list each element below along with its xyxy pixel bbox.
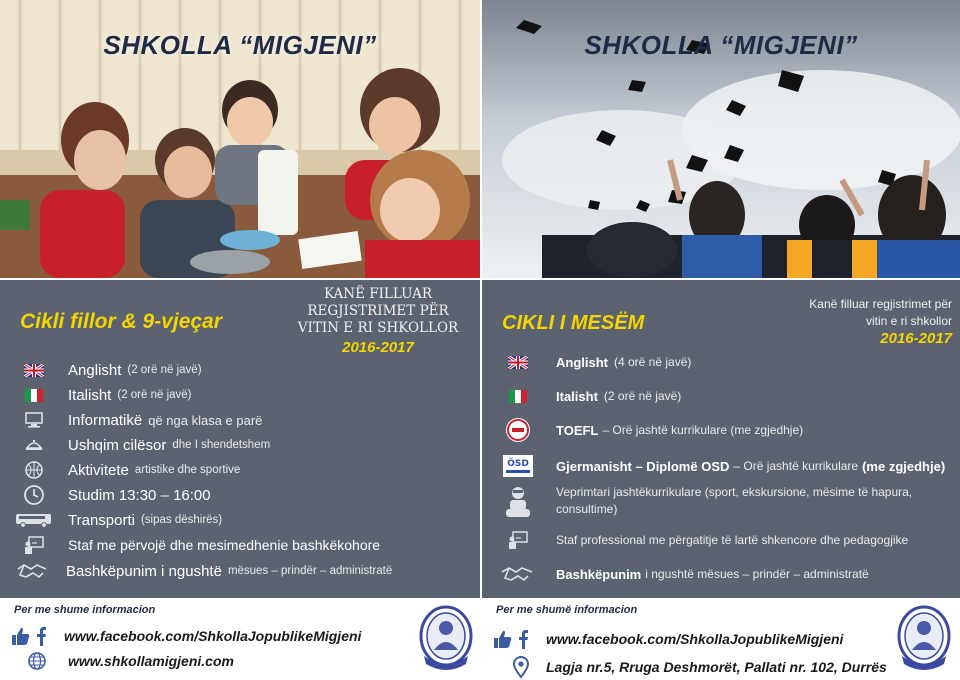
feature-detail: dhe I shendetshem	[172, 439, 271, 451]
facebook-link[interactable]: www.facebook.com/ShkollaJopublikeMigjeni	[546, 631, 844, 647]
location-pin-icon	[512, 656, 530, 678]
feature-extracurricular	[500, 484, 952, 520]
feature-transport	[14, 508, 222, 532]
clock-icon	[16, 483, 52, 507]
feature-label: Informatikë	[68, 411, 143, 429]
feature-label: Italisht	[556, 388, 598, 404]
feature-informatics	[16, 408, 262, 432]
feature-label: Bashkëpunim i ngushtë	[66, 562, 222, 580]
feature-detail: (2 orë në javë)	[127, 364, 202, 376]
feature-label: Anglisht	[68, 361, 122, 379]
school-title: SHKOLLA “MIGJENI”	[584, 30, 858, 60]
basketball-icon	[16, 458, 52, 482]
registration-notice	[772, 296, 952, 347]
handshake-icon	[498, 562, 536, 586]
feature-activities	[16, 458, 240, 482]
svg-text:ÖSD: ÖSD	[507, 459, 529, 469]
feature-label: Anglisht	[556, 354, 608, 370]
feature-german	[500, 454, 945, 478]
feature-collaboration	[16, 559, 392, 583]
feature-detail: (2 orë në javë)	[117, 389, 192, 401]
feature-label: Transporti	[68, 511, 135, 529]
food-icon	[16, 433, 52, 457]
activities-icon	[500, 484, 536, 520]
uk-flag-icon	[500, 350, 536, 374]
toefl-logo-icon	[500, 416, 536, 444]
feature-detail: (sipas dëshirës)	[140, 514, 223, 526]
feature-label: Staf me përvojë dhe mesimedhenie bashkëkohore	[68, 537, 381, 553]
more-info-label: Per me shumë informacion	[496, 604, 638, 616]
like-facebook-icon	[492, 628, 530, 650]
feature-detail: (2 orë në javë)	[603, 389, 682, 403]
registration-year: 2016-2017	[880, 330, 952, 347]
feature-detail: artistike dhe sportive	[134, 464, 241, 476]
registration-line-1: Kanë filluar regjistrimet për	[809, 297, 952, 311]
feature-label: TOEFL	[556, 422, 599, 438]
handshake-icon	[16, 559, 48, 583]
teacher-icon	[16, 533, 52, 557]
feature-detail: mësues – prindër – administratë	[227, 565, 393, 577]
right-flyer	[482, 0, 960, 680]
uk-flag-icon	[16, 358, 52, 382]
registration-line-1: KANË FILLUAR	[323, 286, 432, 302]
feature-label: Gjermanisht – Diplomë OSD	[556, 458, 730, 474]
feature-label: Studim 13:30 – 16:00	[68, 486, 211, 504]
school-logo	[418, 604, 474, 674]
feature-detail: (4 orë në javë)	[614, 355, 692, 369]
cycle-title: Cikli fillor & 9-vjeçar	[20, 310, 222, 333]
registration-line-2: REGJISTRIMET PËR	[307, 303, 449, 319]
feature-english	[500, 350, 691, 374]
bus-icon	[14, 508, 54, 532]
feature-english	[16, 358, 202, 382]
facebook-contact	[492, 628, 843, 650]
feature-study	[16, 483, 211, 507]
more-info-label: Per me shume informacion	[14, 604, 156, 616]
osd-logo-icon	[500, 454, 536, 478]
feature-detail: i ngushtë mësues – prindër – administratë	[645, 567, 869, 581]
facebook-link[interactable]: www.facebook.com/ShkollaJopublikeMigjeni	[64, 628, 362, 644]
website-link[interactable]: www.shkollamigjeni.com	[68, 653, 234, 669]
school-title: SHKOLLA “MIGJENI”	[103, 30, 377, 60]
italy-flag-icon	[500, 384, 536, 408]
teacher-icon	[500, 528, 536, 552]
registration-line-2: vitin e ri shkollor	[865, 314, 952, 328]
cycle-title: CIKLI I MESËM	[502, 312, 645, 334]
feature-label: Bashkëpunim	[556, 566, 642, 582]
feature-staff	[500, 528, 908, 552]
facebook-contact	[10, 625, 361, 647]
feature-italian	[16, 383, 192, 407]
feature-collaboration	[498, 562, 869, 586]
classroom-photo	[0, 0, 480, 278]
feature-detail: që nga klasa e parë	[148, 412, 263, 428]
feature-label: Ushqim cilësor	[68, 436, 167, 454]
feature-label: Aktivitete	[68, 461, 129, 479]
address-text: Lagja nr.5, Rruga Deshmorët, Pallati nr. 102, Durrës	[546, 659, 887, 675]
feature-staff	[16, 533, 380, 557]
feature-toefl	[500, 416, 803, 444]
feature-food	[16, 433, 270, 457]
registration-notice	[292, 286, 464, 356]
feature-detail: Staf professional me përgatitje të lartë shkencore dhe pedagogjike	[556, 532, 909, 547]
address-contact	[512, 656, 887, 678]
registration-line-3: VITIN E RI SHKOLLOR	[297, 320, 459, 336]
registration-year: 2016-2017	[342, 339, 414, 356]
italy-flag-icon	[16, 383, 52, 407]
globe-icon	[28, 652, 46, 670]
website-contact	[28, 652, 234, 670]
feature-extra: (me zgjedhje)	[862, 458, 946, 474]
feature-detail: – Orë jashtë kurrikulare (me zgjedhje)	[602, 423, 804, 437]
like-facebook-icon	[10, 625, 48, 647]
graduation-photo	[482, 0, 960, 278]
feature-detail: – Orë jashtë kurrikulare	[733, 459, 859, 473]
school-logo	[896, 604, 952, 674]
feature-label: Italisht	[68, 386, 112, 404]
computer-icon	[16, 408, 52, 432]
feature-detail: Veprimtari jashtëkurrikulare (sport, ekskursione, mësime të hapura, consultime)	[556, 485, 913, 516]
feature-italian	[500, 384, 681, 408]
